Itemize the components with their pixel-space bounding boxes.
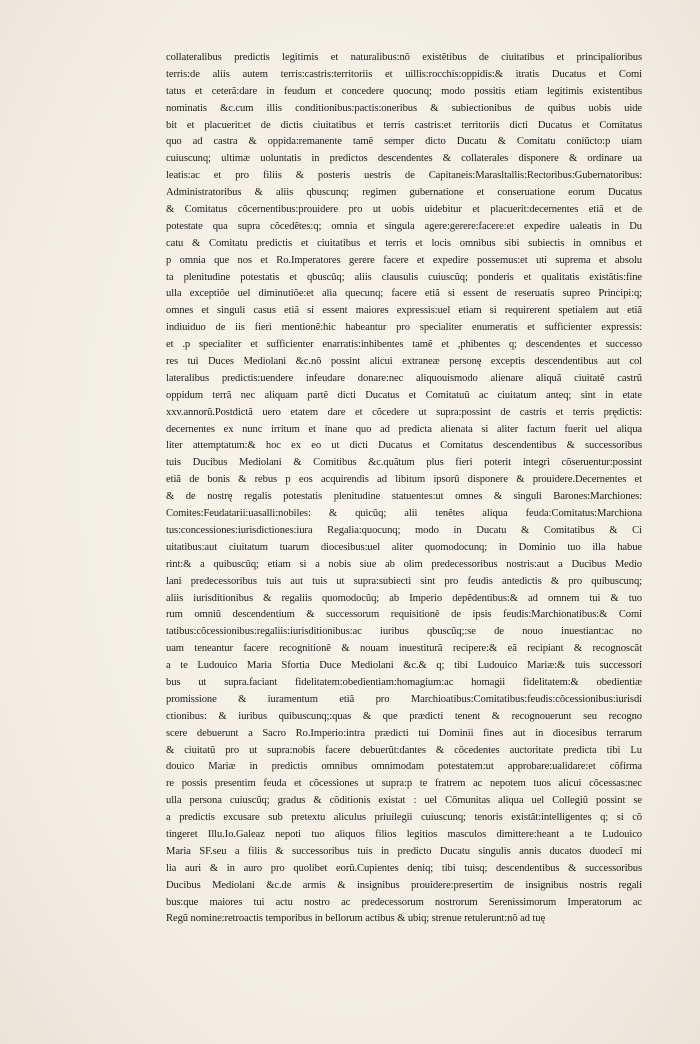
text-line: a te Ludouico Maria Sfortia Duce Mediolani &c.& q; tibi Ludouico Mariæ:& tuis successori — [166, 660, 642, 672]
text-line: collateralibus predictis legitimis et naturalibus:nõ existẽtibus de ciuitatibus et principalioribus — [166, 52, 642, 63]
text-line: lateralibus predictis:uendere infeudare donare:nec aliquouismodo alienare aliquã ciuitatẽ castrũ — [166, 372, 642, 384]
text-line: uam teneantur facere recognitionẽ & nouam inuestiturã recipere:& eã recipiant & recognoscãt — [166, 643, 642, 655]
text-line: bit et placuerit:et de dictis ciuitatibus et terris castris:et territoriis dicti Ducatus et Comitatus — [166, 119, 642, 131]
text-line: indiuiduo de iis fieri mentionẽ:hic habeantur pro specialiter enumeratis et sufficienter expressis: — [166, 322, 642, 334]
text-line: aliis iurisditionibus & regaliis quomodocũq; ab Imperio depẽdentibus:& ad omnem tui & tuo — [166, 592, 642, 604]
text-line: lia auri & in auro pro quolibet eorũ.Cupientes deniq; tibi tuisq; descendentibus & successoribus — [166, 862, 642, 874]
text-line: ctionibus: & iuribus quibuscunq;:quas & que prædicti tenent & recognouerunt seu recogno — [166, 710, 642, 722]
text-line: decernentes ex nunc irritum et inane quo ad predicta alienata si aliter factum fuerit uel aliqua — [166, 423, 642, 435]
text-line: tatus et ceterã:dare in feudum et concedere quocunq; modo possitis etiam legitimis existentibus — [166, 85, 642, 97]
text-line: potestate qua supra cõcedẽtes:q; omnia et singula agere:gerere:facere:et expedire ualeatis in Du — [166, 220, 642, 232]
text-line: Administratoribus & aliis qbuscunq; regimen gubernatione et conseruatione eorum Ducatus — [166, 187, 642, 199]
text-line: etiã de bonis & rebus p eos acquirendis ad libitum ipsorũ disponere & prouidere.Decernentes et — [166, 474, 642, 486]
text-line: omnes et singuli casus etiã si essent maiores expressis:uel etiam si requirerent spetialem aut etiã — [166, 305, 642, 317]
text-line: bus ut supra.faciant fidelitatem:obedientiam:homagium:ac homagii fidelitatem:& obedientiæ — [166, 676, 642, 688]
text-line: rint:& a quibuscũq; etiam si a nobis siue ab olim predecessoribus nostris:aut a Ducibus Medio — [166, 558, 642, 570]
text-line: tatibus:cõcessionibus:regaliis:iurisditionibus:ac iuribus qbuscũq;:se de nouo inuestiant:ac no — [166, 626, 642, 638]
text-line: Ducibus Mediolani &c.de armis & insignibus prouidere:presertim de insignibus nostris regali — [166, 879, 642, 891]
text-line: & de nostrę regalis potestatis plenitudine statuentes:ut omnes & singuli Barones:Marchiones: — [166, 491, 642, 503]
text-line: terris:de aliis autem terris:castris:territoriis et uillis:rocchis:oppidis:& itratis Ducatus et Comi — [166, 68, 642, 80]
text-line: p omnia que nos et Ro.Imperatores gerere facere et expedire possemus:et uti suprema et absolu — [166, 254, 642, 266]
text-line: nominatis &c.cum illis conditionibus:pactis:oneribus & subiectionibus de quibus uobis uide — [166, 102, 642, 114]
text-line: res tui Duces Mediolani &c.nõ possint alicui extraneæ personę exceptis descendentibus aut col — [166, 356, 642, 368]
text-line: ta plenitudine potestatis et qbuscũq; aliis clausulis cuiuscũq; ponderis et qualitatis existãtis:fine — [166, 271, 642, 283]
text-line: scere debuerunt a Sacro Ro.Imperio:intra prædicti tui Dominii fines aut in diocesibus terrarum — [166, 727, 642, 739]
text-line: bus:que maiores tui actu nostro ac predecessorum nostrorum Serenissimorum Imperatorum ac — [166, 896, 642, 908]
text-line: quo ad castra & oppida:remanente tamẽ semper dicto Ducatu & Comitatu coniũcto:p uiam — [166, 136, 642, 148]
text-line: tingeret Illu.Io.Galeaz nepoti tuo aliquos filios legitios masculos dimittere:heant a te Ludouico — [166, 828, 642, 840]
text-line: rum omniũ descendentium & successorum requisitionẽ de ipsis feudis:Marchionatibus:& Comi — [166, 609, 642, 621]
text-line: & ciuitatũ pro ut supra:nobis facere debuerũt:dantes & cõcedentes auctoritate predicta tibi Lu — [166, 744, 642, 756]
text-line: uitatibus:aut ciuitatum tuarum diocesibus:uel aliter quomodocunq; in Dominio tuo illa habue — [166, 541, 642, 553]
text-line: Comites:Feudatarii:uasalli:nobiles: & quicũq; alii tenẽtes aliqua feuda:Comitatus:Marchiona — [166, 508, 642, 520]
text-line: liter attemptatum:& hoc ex eo ut dicti Ducatus et Comitatus descendentibus & successoribus — [166, 440, 642, 452]
text-line: ulla persona cuiuscũq; gradus & cõditionis existat : uel Cõmunitas aliqua uel Collegiũ possint se — [166, 795, 642, 807]
text-line: tuis Ducibus Mediolani & Comitibus &c.quãtum plus fieri poterit integri cõseruentur:possint — [166, 457, 642, 469]
text-line: leatis:ac et pro filiis & posteris uestris de Capitaneis:Marasltallis:Rectoribus:Gubernatoribus: — [166, 170, 642, 182]
text-line: tus:concessiones:iurisdictiones:iura Regalia:quocunq; modo in Ducatu & Comitatibus & Ci — [166, 524, 642, 536]
text-line: xxv.annorũ.Postdictã uero etatem dare et cõcedere ut supra:possint de castris et terris prędictis: — [166, 406, 642, 418]
text-line: douico Mariæ in predictis omnibus omnimodam potestatem:ut approbare:ualidare:et cõfirma — [166, 761, 642, 773]
text-line: ulla exceptiõe uel diminutiõe:et alia quecunq; facere etiã si essent de reseruatis supreo Principi:q; — [166, 288, 642, 300]
text-line: et .p specialiter et sufficienter enarratis:inhibentes tamẽ et ,phibentes q; descendentes et successo — [166, 339, 642, 351]
text-line: cuiuscunq; ultimæ uoluntatis in predictos descendentes & collaterales disponere & ordinare ua — [166, 153, 642, 165]
text-line: re possis presentim feuda et cõcessiones ut supra:p te fratrem ac nepotem tuos alicui cõcessas:nec — [166, 778, 642, 790]
text-line: oppidum terrã nec aliquam partẽ dicti Ducatus et Comitatuũ ac ciuitatum anteq; sint in etate — [166, 389, 642, 401]
body-text — [166, 50, 642, 928]
text-line: & Comitatus cõcernentibus:prouidere pro ut uobis uidebitur et placuerit:decernentes etiã et de — [166, 204, 642, 216]
text-line: a predictis excusare sub pretextu aliculus priuilegii cuiuscunq; tenoris existãt:intelligentes q; si cõ — [166, 812, 642, 824]
text-line: promissione & iuramentum etiã pro Marchioatibus:Comitatibus:feudis:cõcessionibus:iurisdi — [166, 693, 642, 705]
text-line: Regũ nomine:retroactis temporibus in bellorum actibus & ubiq; strenue retulerunt:nõ ad tuę — [166, 913, 546, 925]
text-line: Maria SF.seu a filiis & successoribus tuis in predicto Ducatu singulis annis ducatos duodecĩ mi — [166, 845, 642, 857]
text-line: catu & Comitatu predictis et ciuitatibus et terris et locis omnibus sibi subiectis in omnibus et — [166, 237, 642, 249]
text-line: lani predecessoribus tuis aut tuis ut supra:subiecti sint pro feudis antedictis & pro quibuscunq; — [166, 575, 642, 587]
